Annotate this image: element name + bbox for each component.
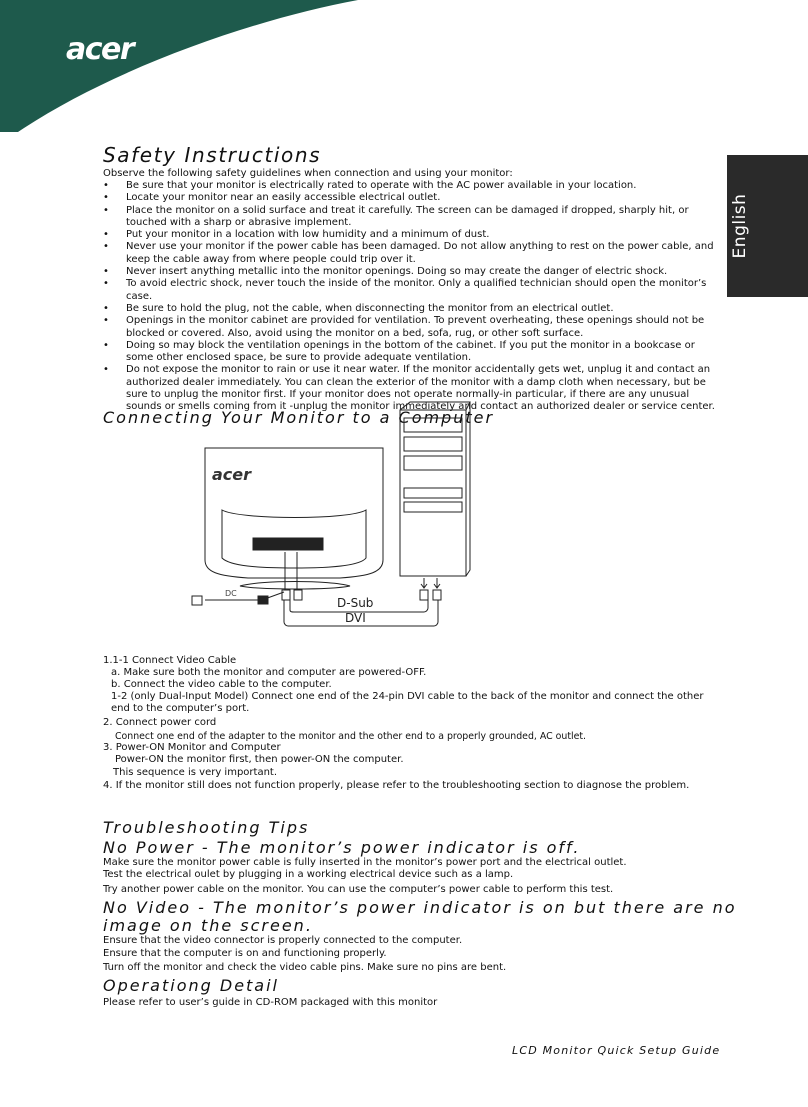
monitor-port-panel	[253, 538, 323, 550]
no-power-heading: No Power - The monitor’s power indicator is off.	[103, 838, 581, 857]
acer-logo: acer	[66, 32, 134, 67]
monitor-back-inner	[222, 510, 366, 568]
header-banner	[0, 0, 360, 135]
no-video-line: Ensure that the computer is on and functioning properly.	[103, 948, 387, 959]
dvi-cable	[284, 600, 438, 626]
step-line: end to the computer’s port.	[111, 703, 250, 714]
safety-item: • Openings in the monitor cabinet are provided for ventilation. To prevent overheating, these openings should not be blocked or covered. Also, avoid using the monitor on a bed, sofa, rug, or other soft surface.	[103, 315, 715, 340]
dc-label: DC	[225, 589, 237, 598]
troubleshooting-title: Troubleshooting Tips	[103, 818, 310, 837]
dvi-label: DVI	[345, 611, 366, 625]
safety-list	[103, 180, 715, 414]
safety-item: • To avoid electric shock, never touch the inside of the monitor. Only a qualified technician should open the monitor’s case.	[103, 278, 715, 303]
dc-cable	[205, 592, 284, 600]
step-line: 3. Power-ON Monitor and Computer	[103, 742, 281, 753]
connect-title: Connecting Your Monitor to a Computer	[103, 408, 495, 427]
no-power-line: Make sure the monitor power cable is fully inserted in the monitor’s power port and the electrical outlet.	[103, 857, 627, 868]
safety-intro: Observe the following safety guidelines when connection and using your monitor:	[103, 168, 513, 179]
operating-line: Please refer to user’s guide in CD-ROM packaged with this monitor	[103, 997, 438, 1008]
no-video-line: Ensure that the video connector is properly connected to the computer.	[103, 935, 463, 946]
language-tab-label: English	[730, 193, 750, 259]
no-power-line: Test the electrical oulet by plugging in a working electrical device such as a lamp.	[103, 869, 514, 880]
dsub-label: D-Sub	[337, 596, 374, 610]
step-line: 1-2 (only Dual-Input Model) Connect one end of the 24-pin DVI cable to the back of the monitor and connect the other	[111, 691, 704, 702]
safety-item: • Never insert anything metallic into the monitor openings. Doing so may create the danger of electric shock.	[103, 266, 715, 278]
step-line: b. Connect the video cable to the computer.	[111, 679, 332, 690]
safety-item: • Never use your monitor if the power cable has been damaged. Do not allow anything to rest on the power cable, and keep the cable away from where people could trip over it.	[103, 241, 715, 266]
no-power-line: Try another power cable on the monitor. You can use the computer’s power cable to perform this test.	[103, 884, 614, 895]
safety-item: • Do not expose the monitor to rain or use it near water. If the monitor accidentally gets wet, unplug it and contact an authorized dealer immediately. You can clean the exterior of the monitor with a damp cloth when necessary, but be sure to unplug the monitor first. If your monitor does not operate normally-in particular, if there are any unusual sounds or smells coming from it -unplug the monitor immediately and contact an authorized dealer or service center.	[103, 364, 715, 413]
no-video-line: Turn off the monitor and check the video cable pins. Make sure no pins are bent.	[103, 962, 507, 973]
monitor-logo: acer	[212, 465, 252, 484]
safety-title: Safety Instructions	[103, 143, 322, 167]
step-line: Connect one end of the adapter to the monitor and the other end to a properly grounded, AC outlet.	[115, 731, 587, 742]
step-line: 2. Connect power cord	[103, 717, 217, 728]
step-line: 1.1-1 Connect Video Cable	[103, 655, 237, 666]
monitor-stand	[240, 582, 350, 590]
safety-item: • Be sure that your monitor is electrically rated to operate with the AC power available in your location.	[103, 180, 715, 192]
dsub-cable	[290, 598, 428, 612]
step-line: a. Make sure both the monitor and computer are powered-OFF.	[111, 667, 427, 678]
operating-title: Operationg Detail	[103, 976, 279, 995]
power-adapter	[258, 596, 268, 604]
safety-item: • Locate your monitor near an easily accessible electrical outlet.	[103, 192, 715, 204]
computer-tower	[400, 410, 466, 576]
no-video-heading-1: No Video - The monitor’s power indicator is on but there are no	[103, 898, 737, 917]
dc-plug	[192, 596, 202, 605]
safety-item: • Doing so may block the ventilation openings in the bottom of the cabinet. If you put the monitor in a bookcase or some other enclosed space, be sure to provide adequate ventilation.	[103, 340, 715, 365]
banner-swoosh	[0, 0, 358, 132]
footer-label: LCD Monitor Quick Setup Guide	[512, 1044, 721, 1057]
step-line: 4. If the monitor still does not function properly, please refer to the troubleshooting section to diagnose the problem.	[103, 780, 690, 791]
step-line: This sequence is very important.	[113, 767, 278, 778]
safety-item: • Be sure to hold the plug, not the cable, when disconnecting the monitor from an electrical outlet.	[103, 303, 715, 315]
safety-item: • Place the monitor on a solid surface and treat it carefully. The screen can be damaged if dropped, sharply hit, or touched with a sharp or abrasive implement.	[103, 205, 715, 230]
safety-item: • Put your monitor in a location with low humidity and a minimum of dust.	[103, 229, 715, 241]
step-line: Power-ON the monitor first, then power-ON the computer.	[115, 754, 404, 765]
no-video-heading-2: image on the screen.	[103, 916, 313, 935]
monitor-back-outline	[205, 448, 383, 578]
